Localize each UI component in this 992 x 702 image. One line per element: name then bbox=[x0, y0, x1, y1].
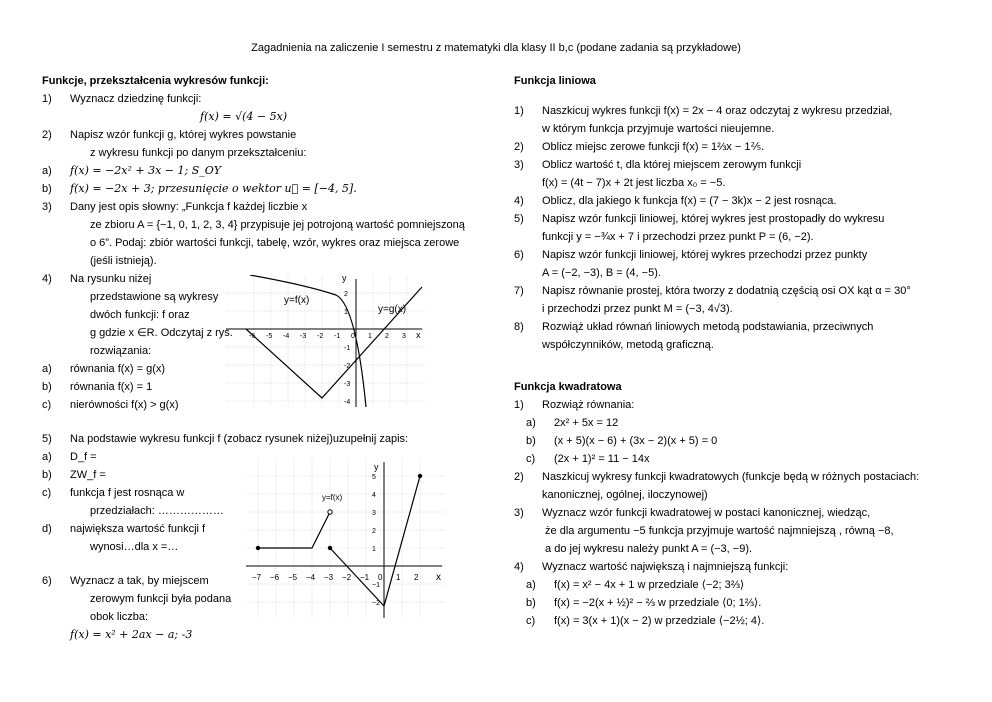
task-number: 3) bbox=[514, 507, 524, 519]
g-label: y=g(x) bbox=[378, 304, 407, 315]
task-text: f(x) = −2x² + 3x − 1; S_OY bbox=[70, 164, 222, 177]
task-text: dwóch funkcji: f oraz bbox=[90, 309, 190, 321]
task-line bbox=[42, 126, 462, 144]
task-line bbox=[514, 450, 964, 468]
task-line bbox=[514, 522, 964, 540]
y-axis-label: y bbox=[342, 275, 347, 283]
task-number: c) bbox=[526, 453, 536, 465]
task-text: Oblicz miejsc zerowe funkcji f(x) = 1⅔x − 1⅖. bbox=[542, 141, 765, 153]
task-text: (2x + 1)² = 11 − 14x bbox=[554, 453, 650, 465]
task-number: 1) bbox=[514, 399, 524, 411]
task-line bbox=[514, 246, 964, 264]
task-line bbox=[514, 210, 964, 228]
task-line bbox=[514, 264, 964, 282]
tick-label: -2 bbox=[317, 333, 324, 340]
task-number: 2) bbox=[514, 141, 524, 153]
task-text: i przechodzi przez punkt M = (−3, 4√3). bbox=[542, 303, 733, 315]
task-line bbox=[514, 576, 964, 594]
tick-label: 4 bbox=[372, 492, 376, 499]
graph-f bbox=[246, 458, 446, 618]
task-text: Napisz wzór funkcji g, której wykres powstanie bbox=[70, 129, 297, 141]
task-text: nierówności f(x) > g(x) bbox=[70, 399, 179, 411]
tick-label: -3 bbox=[300, 333, 307, 340]
tick-label: 2 bbox=[414, 573, 419, 582]
x-tick-labels bbox=[249, 333, 406, 340]
task-number: 5) bbox=[42, 433, 52, 445]
task-number: 6) bbox=[514, 249, 524, 261]
task-text: ZW_f = bbox=[70, 469, 106, 481]
linear-task-list bbox=[514, 102, 964, 354]
task-text: Wyznacz dziedzinę funkcji: bbox=[70, 93, 202, 105]
task-line bbox=[514, 558, 964, 576]
task-line bbox=[514, 138, 964, 156]
task-number: a) bbox=[42, 165, 52, 177]
tick-label: −4 bbox=[306, 573, 316, 582]
task-line bbox=[514, 432, 964, 450]
section-heading-quadratic: Funkcja kwadratowa bbox=[514, 381, 622, 393]
x-axis-label: x bbox=[416, 330, 421, 340]
task-text: Rozwiąż układ równań liniowych metodą podstawiania, przeciwnych bbox=[542, 321, 874, 333]
task-text: z wykresu funkcji po danym przekształceniu: bbox=[90, 147, 307, 159]
task-number: b) bbox=[42, 469, 52, 481]
tick-label: −3 bbox=[324, 573, 334, 582]
task-text: kanonicznej, ogólnej, iloczynowej) bbox=[542, 489, 708, 501]
task-text: f(x) = −2x + 3; przesunięcie o wektor u⃗ = [−4, 5]. bbox=[70, 182, 357, 195]
task-line bbox=[42, 144, 462, 162]
quadratic-task-list bbox=[514, 396, 964, 630]
task-line bbox=[514, 504, 964, 522]
task-line bbox=[514, 612, 964, 630]
task-text: w którym funkcja przyjmuje wartości nieujemne. bbox=[542, 123, 775, 135]
tick-label: 1 bbox=[396, 573, 401, 582]
task-text: Napisz równanie prostej, która tworzy z dodatnią częścią osi OX kąt α = 30° bbox=[542, 285, 911, 297]
task-line bbox=[42, 90, 462, 108]
tick-label: 0 bbox=[378, 573, 383, 582]
task-text: Wyznacz a tak, by miejscem bbox=[70, 575, 209, 587]
x-axis-label: x bbox=[436, 572, 441, 583]
task-text: g gdzie x ∈R. Odczytaj z rys. bbox=[90, 327, 233, 339]
task-number: b) bbox=[42, 183, 52, 195]
task-text: Na podstawie wykresu funkcji f (zobacz rysunek niżej)uzupełnij zapis: bbox=[70, 433, 409, 445]
graph-f-g bbox=[226, 275, 426, 407]
task-number: b) bbox=[526, 435, 536, 447]
task-text: f(x) = x² + 2ax − a; -3 bbox=[70, 628, 193, 641]
task-number: 6) bbox=[42, 575, 52, 587]
task-text: Naszkicuj wykres funkcji f(x) = 2x − 4 oraz odczytaj z wykresu przedział, bbox=[542, 105, 893, 117]
task-text: rozwiązania: bbox=[90, 345, 152, 357]
task-number: c) bbox=[42, 487, 52, 499]
task-line bbox=[42, 626, 462, 644]
tick-label: -5 bbox=[266, 333, 273, 340]
task-text: A = (−2, −3), B = (4, −5). bbox=[542, 267, 661, 279]
task-text: przedziałach: ……………… bbox=[90, 505, 224, 517]
task-text: ze zbioru A = {−1, 0, 1, 2, 3, 4} przypisuje jej potrojoną wartość pomniejszoną bbox=[90, 219, 465, 231]
task-number: 4) bbox=[514, 561, 524, 573]
tick-label: −1 bbox=[360, 573, 370, 582]
tick-label: 0 bbox=[351, 333, 355, 340]
task-text: o 6”. Podaj: zbiór wartości funkcji, tabelę, wzór, wykres oraz miejsca zerowe bbox=[90, 237, 460, 249]
task-text: Na rysunku niżej bbox=[70, 273, 152, 285]
f-label: y=f(x) bbox=[284, 295, 310, 306]
task-number: 3) bbox=[42, 201, 52, 213]
tick-label: −6 bbox=[270, 573, 280, 582]
task-number: c) bbox=[526, 615, 536, 627]
task-number: a) bbox=[42, 451, 52, 463]
tick-label: -2 bbox=[344, 363, 351, 370]
task-text: że dla argumentu −5 funkcja przyjmuje wartość najmniejszą , równą −8, bbox=[542, 525, 894, 537]
task-number: a) bbox=[526, 579, 536, 591]
task-text: funkcji y = −¾x + 7 i przechodzi przez punkt P = (6, −2). bbox=[542, 231, 814, 243]
tick-label: 2 bbox=[344, 291, 348, 298]
task-number: 7) bbox=[514, 285, 524, 297]
task-line bbox=[42, 108, 462, 126]
task-line bbox=[514, 468, 964, 486]
tick-label: 5 bbox=[372, 474, 376, 481]
tick-label: -6 bbox=[249, 333, 256, 340]
task-text: Wyznacz wartość największą i najmniejszą funkcji: bbox=[542, 561, 789, 573]
task-number: 5) bbox=[514, 213, 524, 225]
task-text: f(x) = −2(x + ½)² − ⅔ w przedziale ⟨0; 1⅔⟩. bbox=[554, 597, 762, 609]
point-open bbox=[328, 510, 332, 514]
task-line bbox=[514, 540, 964, 558]
tick-label: 2 bbox=[385, 333, 389, 340]
task-text: Napisz wzór funkcji liniowej, której wykres jest prostopadły do wykresu bbox=[542, 213, 885, 225]
task-line bbox=[514, 174, 964, 192]
task-line bbox=[42, 234, 462, 252]
task-number: a) bbox=[42, 363, 52, 375]
task-line bbox=[514, 300, 964, 318]
task-line bbox=[42, 252, 462, 270]
task-number: c) bbox=[42, 399, 52, 411]
task-line bbox=[514, 414, 964, 432]
tick-label: −5 bbox=[288, 573, 298, 582]
page-title: Zagadnienia na zaliczenie I semestru z matematyki dla klasy II b,c (podane zadania są przykładowe) bbox=[251, 42, 741, 54]
task-text: a do jej wykresu należy punkt A = (−3, −9). bbox=[542, 543, 753, 555]
task-line bbox=[514, 336, 964, 354]
task-number: b) bbox=[42, 381, 52, 393]
task-number: 2) bbox=[42, 129, 52, 141]
task-line bbox=[514, 282, 964, 300]
task-text: 2x² + 5x = 12 bbox=[554, 417, 619, 429]
task-text: f(x) = (4t − 7)x + 2t jest liczba x₀ = −5. bbox=[542, 177, 726, 189]
task-number: 3) bbox=[514, 159, 524, 171]
task-number: 4) bbox=[514, 195, 524, 207]
task-text: D_f = bbox=[70, 451, 97, 463]
task-text: f(x) = 3(x + 1)(x − 2) w przedziale ⟨−2½; 4⟩. bbox=[554, 615, 765, 627]
task-text: współczynników, metodą graficzną. bbox=[542, 339, 714, 351]
task-text: f(x) = √(4 − 5x) bbox=[200, 110, 288, 123]
task-line bbox=[514, 396, 964, 414]
f-label: y=f(x) bbox=[322, 493, 343, 502]
task-number: 1) bbox=[514, 105, 524, 117]
task-line bbox=[514, 156, 964, 174]
task-text: przedstawione są wykresy bbox=[90, 291, 219, 303]
task-line bbox=[514, 594, 964, 612]
task-text: zerowym funkcji była podana bbox=[90, 593, 232, 605]
tick-label: −2 bbox=[342, 573, 352, 582]
tick-label: 3 bbox=[402, 333, 406, 340]
tick-label: 1 bbox=[344, 309, 348, 316]
point-closed bbox=[418, 474, 422, 478]
task-text: (x + 5)(x − 6) + (3x − 2)(x + 5) = 0 bbox=[554, 435, 718, 447]
section-heading-linear: Funkcja liniowa bbox=[514, 75, 596, 87]
x-tick-labels bbox=[252, 573, 419, 582]
task-line bbox=[42, 180, 462, 198]
tick-label: -1 bbox=[334, 333, 341, 340]
task-text: Napisz wzór funkcji liniowej, której wykres przechodzi przez punkty bbox=[542, 249, 868, 261]
tick-label: -4 bbox=[283, 333, 290, 340]
right-column bbox=[514, 72, 964, 630]
task-text: (jeśli istnieją). bbox=[90, 255, 157, 267]
tick-label: 2 bbox=[372, 528, 376, 535]
task-text: Naszkicuj wykresy funkcji kwadratowych (funkcje będą w różnych postaciach: bbox=[542, 471, 920, 483]
task-line bbox=[42, 198, 462, 216]
task-number: a) bbox=[526, 417, 536, 429]
task-text: funkcja f jest rosnąca w bbox=[70, 487, 185, 499]
tick-label: −7 bbox=[252, 573, 262, 582]
y-axis-label: y bbox=[374, 462, 379, 472]
task-text: obok liczba: bbox=[90, 611, 149, 623]
point-closed bbox=[328, 546, 332, 550]
task-number: 8) bbox=[514, 321, 524, 333]
tick-label: 1 bbox=[368, 333, 372, 340]
task-number: 2) bbox=[514, 471, 524, 483]
task-line bbox=[514, 318, 964, 336]
tick-label: 1 bbox=[372, 546, 376, 553]
task-line bbox=[514, 120, 964, 138]
tick-label: 3 bbox=[372, 510, 376, 517]
task-number: 1) bbox=[42, 93, 52, 105]
task-number: d) bbox=[42, 523, 52, 535]
task-number: 4) bbox=[42, 273, 52, 285]
tick-label: -3 bbox=[344, 381, 351, 388]
tick-label: −2 bbox=[372, 600, 380, 607]
task-line bbox=[42, 216, 465, 234]
task-line bbox=[514, 228, 964, 246]
task-text: wynosi…dla x =… bbox=[90, 541, 179, 553]
task-line bbox=[514, 102, 964, 120]
task-text: Oblicz wartość t, dla której miejscem zerowym funkcji bbox=[542, 159, 802, 171]
task-line bbox=[42, 430, 462, 448]
section-heading: Funkcje, przekształcenia wykresów funkcji: bbox=[42, 75, 269, 87]
tick-label: -4 bbox=[344, 399, 351, 406]
task-number: b) bbox=[526, 597, 536, 609]
tick-label: −1 bbox=[372, 582, 380, 589]
task-text: Wyznacz wzór funkcji kwadratowej w postaci kanonicznej, wiedząc, bbox=[542, 507, 871, 519]
task-line bbox=[514, 192, 964, 210]
task-text: Oblicz, dla jakiego k funkcja f(x) = (7 − 3k)x − 2 jest rosnąca. bbox=[542, 195, 837, 207]
task-line bbox=[514, 486, 964, 504]
task-text: równania f(x) = 1 bbox=[70, 381, 153, 393]
task-text: f(x) = x² − 4x + 1 w przedziale ⟨−2; 3⅔⟩ bbox=[554, 579, 745, 591]
task-line bbox=[42, 162, 462, 180]
task-text: Dany jest opis słowny: „Funkcja f każdej liczbie x bbox=[70, 201, 308, 213]
task-text: Rozwiąż równania: bbox=[542, 399, 635, 411]
task-text: największa wartość funkcji f bbox=[70, 523, 206, 535]
tick-label: -1 bbox=[344, 345, 351, 352]
point-closed bbox=[256, 546, 260, 550]
task-text: równania f(x) = g(x) bbox=[70, 363, 166, 375]
